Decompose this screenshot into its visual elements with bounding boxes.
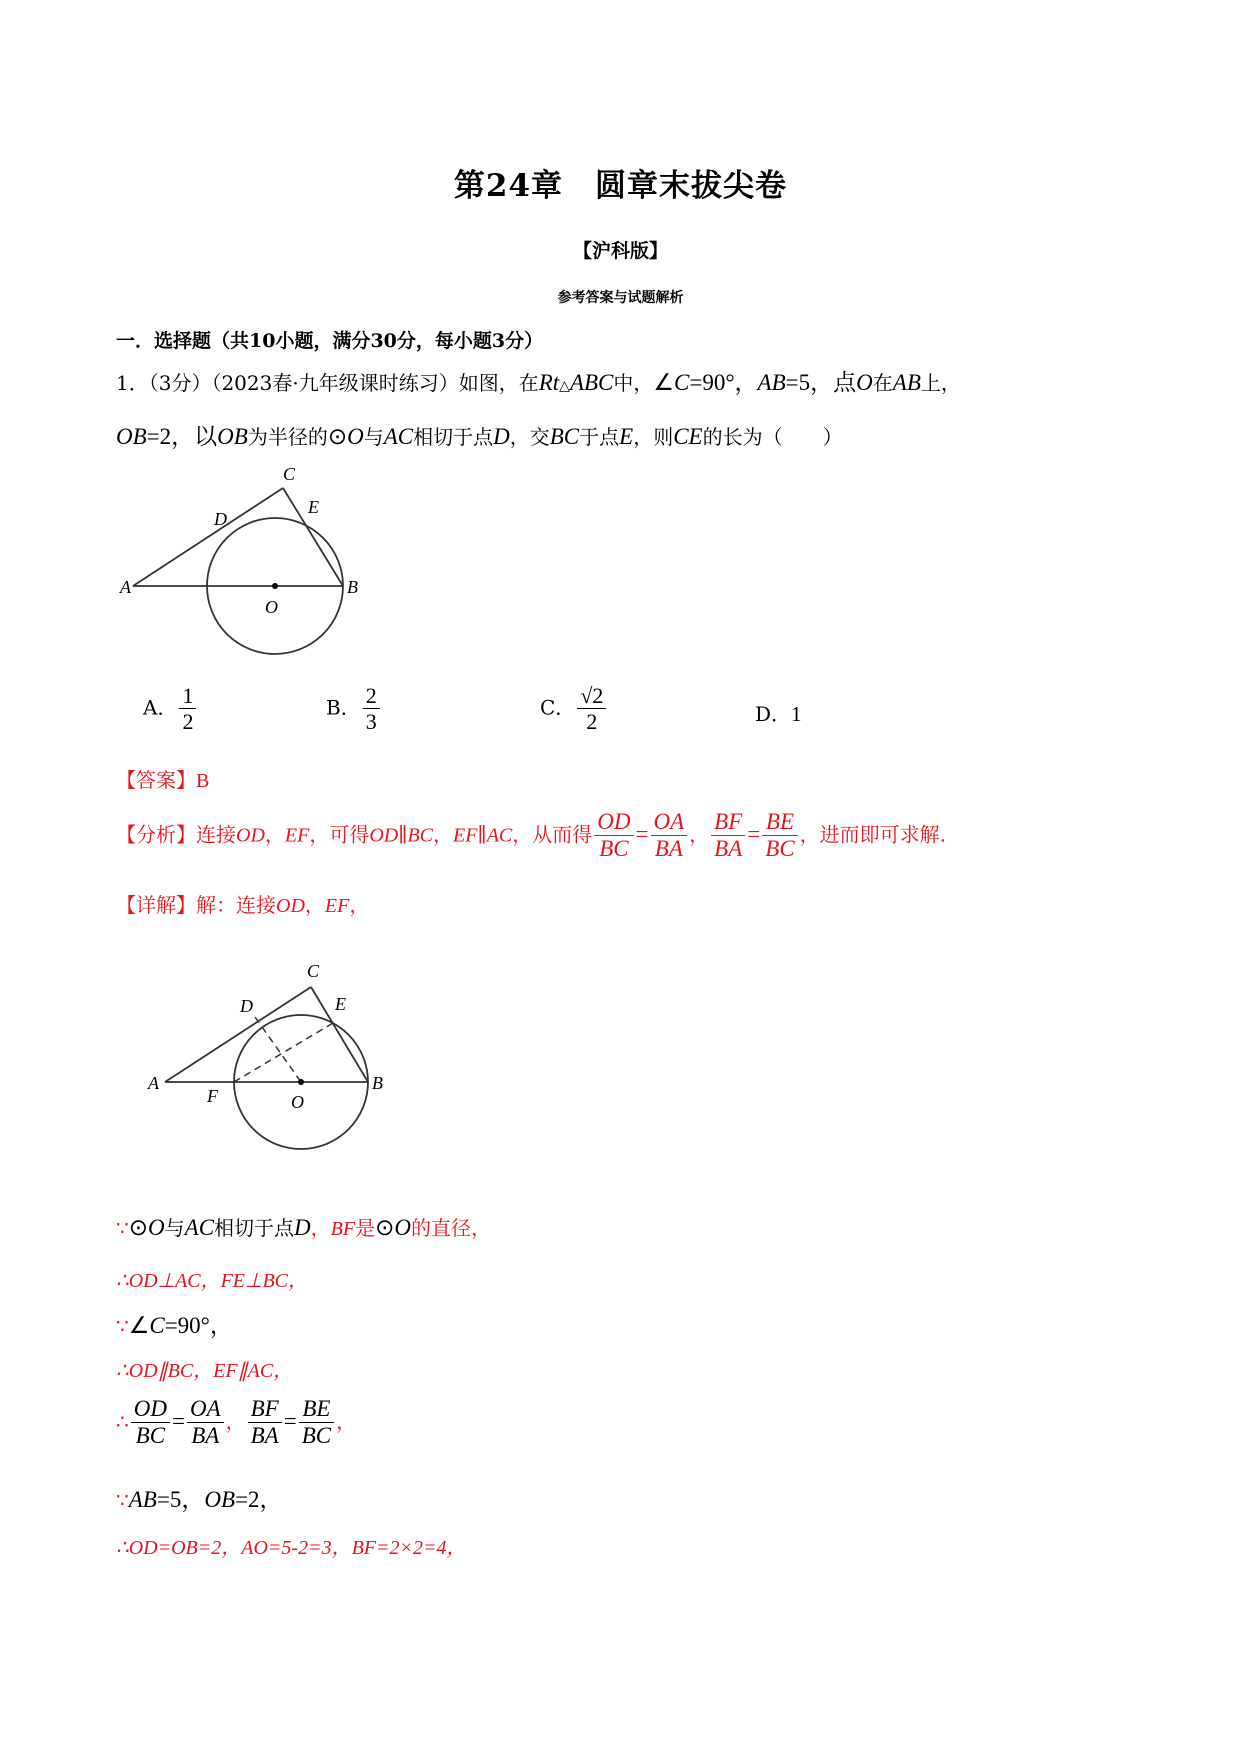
page-title: 第24章 圆章末拔尖卷	[453, 168, 788, 204]
math-c: C	[674, 370, 690, 395]
therefore-symbol: ∴	[116, 1409, 129, 1434]
label-b: B	[347, 577, 358, 597]
frac-num: BE	[299, 1396, 334, 1423]
label-o: O	[291, 1092, 304, 1112]
analysis-fraction-be-bc	[762, 809, 797, 863]
figure-1-diagram	[115, 455, 385, 665]
detail-text: 解：连接	[196, 893, 276, 917]
question-1-line-1	[116, 364, 961, 397]
math-eq2: =2，	[235, 1487, 283, 1512]
frac-den: BC	[301, 1423, 332, 1449]
segment-fe-dashed	[234, 1023, 333, 1082]
question-number: 1．	[116, 371, 149, 395]
label-f: F	[207, 1086, 218, 1106]
math-eq2: =2，以	[146, 424, 218, 449]
math-ab-2: AB	[892, 370, 921, 395]
step5-fraction-od-bc	[131, 1396, 170, 1450]
analysis-fraction-oa-ba	[651, 809, 688, 863]
frac-den: BA	[191, 1423, 220, 1449]
text-yu: 与	[363, 425, 384, 449]
step5-fraction-bf-ba	[248, 1396, 282, 1450]
triangle-symbol: △	[559, 378, 570, 394]
center-point	[272, 583, 278, 589]
frac-den: BC	[599, 836, 629, 862]
edition-label: 【沪科版】	[572, 240, 668, 262]
analysis-od: OD	[236, 824, 265, 847]
analysis-od-2: OD	[369, 824, 399, 847]
analysis-tag: 【分析】	[116, 822, 196, 847]
label-o: O	[265, 597, 278, 617]
option-d[interactable]	[755, 698, 802, 727]
comma: ，	[225, 1409, 246, 1434]
frac-den: BC	[135, 1423, 166, 1449]
analysis-text-5: ，进而即可求解.	[799, 822, 947, 847]
step-7: ∴OD=OB=2，AO=5-2=3，BF=2×2=4，	[116, 1537, 467, 1559]
step-3	[116, 1307, 233, 1340]
math-ac: AC	[383, 424, 414, 449]
option-b-fraction	[363, 683, 380, 735]
step-2: ∴OD⊥AC，FE⊥BC，	[116, 1270, 309, 1292]
frac-num: OD	[594, 809, 633, 836]
math-ob: OB	[204, 1487, 235, 1512]
text-zhong: 中，	[613, 371, 654, 395]
math-ac: AC	[184, 1215, 215, 1240]
text-shang: 上，	[920, 371, 961, 395]
frac-num: OA	[651, 809, 688, 836]
because-symbol: ∵	[116, 1314, 129, 1338]
equals-sign-2: =	[283, 1408, 297, 1434]
option-b-letter: B．	[326, 695, 361, 720]
math-ab: AB	[128, 1487, 157, 1512]
detail-comma: ，	[304, 893, 325, 917]
math-o: O	[148, 1215, 165, 1240]
detail-od: OD	[276, 895, 305, 917]
math-bc: BC	[549, 424, 580, 449]
frac-den: BC	[765, 836, 795, 862]
math-eq5: =5，点	[785, 370, 857, 395]
option-b-num: 2	[363, 683, 380, 709]
section-heading: 一．选择题（共10小题，满分30分，每小题3分）	[116, 330, 544, 352]
frac-num: BF	[711, 809, 745, 836]
option-b-den: 3	[365, 709, 377, 735]
text-tangent: 相切于点	[214, 1216, 295, 1240]
answer-value: B	[196, 770, 210, 792]
option-c-letter: C．	[540, 695, 576, 720]
end-comma: ，	[336, 1409, 357, 1434]
text-zai: 在	[872, 371, 893, 395]
circle-symbol: ⊙	[128, 1215, 149, 1240]
text-jiao: ，交	[509, 425, 550, 449]
math-o: O	[856, 370, 873, 395]
math-eq90: =90°，	[689, 370, 758, 395]
analysis-bc: BC	[407, 824, 434, 847]
frac-num: BF	[248, 1396, 282, 1423]
math-ce: CE	[673, 424, 703, 449]
math-c: C	[149, 1313, 165, 1338]
analysis-text-1: 连接	[196, 822, 236, 847]
text-radius: 为半径的	[247, 425, 328, 449]
analysis-text-3: ，	[433, 822, 454, 847]
option-c-den: 2	[586, 709, 598, 735]
analysis-line	[116, 809, 946, 863]
step-1	[116, 1212, 491, 1241]
angle-symbol: ∠	[128, 1313, 150, 1338]
detail-end: ，	[349, 893, 370, 917]
angle-symbol: ∠	[653, 370, 675, 395]
step-6	[116, 1481, 282, 1514]
segment-ac	[165, 987, 311, 1082]
comma: ，	[310, 1216, 331, 1240]
math-d: D	[294, 1215, 311, 1240]
detail-line	[116, 889, 369, 918]
question-meta: （3分）（2023春·九年级课时练习）如图，在	[148, 371, 539, 395]
frac-den: BA	[714, 836, 743, 862]
step5-fraction-oa-ba	[187, 1396, 224, 1450]
math-eq90: =90°，	[164, 1313, 233, 1338]
option-a-letter: A．	[143, 695, 178, 720]
math-bf: BF	[330, 1218, 356, 1240]
option-d-value: 1	[791, 702, 802, 726]
center-point	[298, 1079, 304, 1085]
option-d-letter: D．	[755, 702, 792, 726]
option-c-num: √2	[577, 683, 606, 709]
label-e: E	[335, 994, 346, 1014]
answer-line	[116, 764, 209, 793]
text-ze: ，则	[633, 425, 674, 449]
detail-ef: EF	[324, 895, 350, 917]
detail-tag: 【详解】	[116, 893, 196, 917]
analysis-fraction-od-bc	[594, 809, 633, 863]
circle-symbol-2: ⊙	[375, 1215, 395, 1240]
math-ab: AB	[757, 370, 786, 395]
math-e: E	[619, 424, 634, 449]
text-tangent: 相切于点	[413, 425, 494, 449]
frac-num: BE	[762, 809, 797, 836]
option-c[interactable]	[540, 683, 608, 735]
text-diameter: 的直径，	[411, 1216, 491, 1240]
math-rt: Rt	[538, 370, 560, 395]
label-d: D	[214, 509, 227, 529]
label-b: B	[372, 1073, 383, 1093]
option-a-fraction	[179, 683, 196, 735]
label-a: A	[148, 1073, 159, 1093]
analysis-ef-2: EF	[453, 824, 478, 847]
analysis-ac: AC	[486, 824, 513, 847]
text-yu: 与	[164, 1216, 185, 1240]
math-ob: OB	[116, 424, 147, 449]
parallel-symbol: ∥	[398, 822, 408, 847]
analysis-fraction-bf-ba	[711, 809, 745, 863]
equals-sign: =	[635, 821, 649, 847]
step5-fraction-be-bc	[299, 1396, 334, 1450]
frac-den: BA	[250, 1423, 279, 1449]
math-eq5: =5，	[156, 1487, 205, 1512]
figure-2-diagram	[145, 950, 405, 1165]
step-4: ∴OD∥BC，EF∥AC，	[116, 1360, 294, 1382]
math-o-2: O	[347, 424, 364, 449]
analysis-comma: ，	[264, 822, 285, 847]
frac-num: OA	[187, 1396, 224, 1423]
option-a-num: 1	[179, 683, 196, 709]
circle-symbol: ⊙	[327, 424, 348, 449]
analysis-comma-2: ，	[689, 822, 710, 847]
analysis-text-4: ，从而得	[512, 822, 593, 847]
option-a[interactable]	[143, 683, 198, 735]
step-5	[116, 1396, 356, 1450]
math-ob-2: OB	[217, 424, 248, 449]
subtitle: 参考答案与试题解析	[557, 290, 684, 306]
question-1-line-2	[116, 418, 843, 451]
label-a: A	[120, 577, 131, 597]
label-d: D	[240, 996, 253, 1016]
frac-den: BA	[654, 836, 683, 862]
answer-tag: 【答案】	[116, 768, 196, 792]
text-length: 的长为（ ）	[702, 425, 843, 449]
because-symbol: ∵	[116, 1488, 129, 1512]
text-yudian: 于点	[579, 425, 620, 449]
label-c: C	[307, 961, 320, 981]
text-shi: 是	[355, 1216, 376, 1240]
parallel-symbol-2: ∥	[477, 822, 487, 847]
because-symbol: ∵	[116, 1216, 129, 1240]
option-b[interactable]	[326, 683, 382, 735]
math-abc: ABC	[569, 370, 614, 395]
option-a-den: 2	[182, 709, 194, 735]
equals-sign: =	[171, 1408, 185, 1434]
label-e: E	[308, 497, 319, 517]
math-o-2: O	[394, 1215, 411, 1240]
analysis-ef: EF	[284, 824, 310, 847]
equals-sign-2: =	[747, 821, 761, 847]
analysis-text-2: ，可得	[309, 822, 370, 847]
math-d: D	[493, 424, 510, 449]
option-c-fraction	[577, 683, 606, 735]
frac-num: OD	[131, 1396, 170, 1423]
label-c: C	[283, 464, 296, 484]
